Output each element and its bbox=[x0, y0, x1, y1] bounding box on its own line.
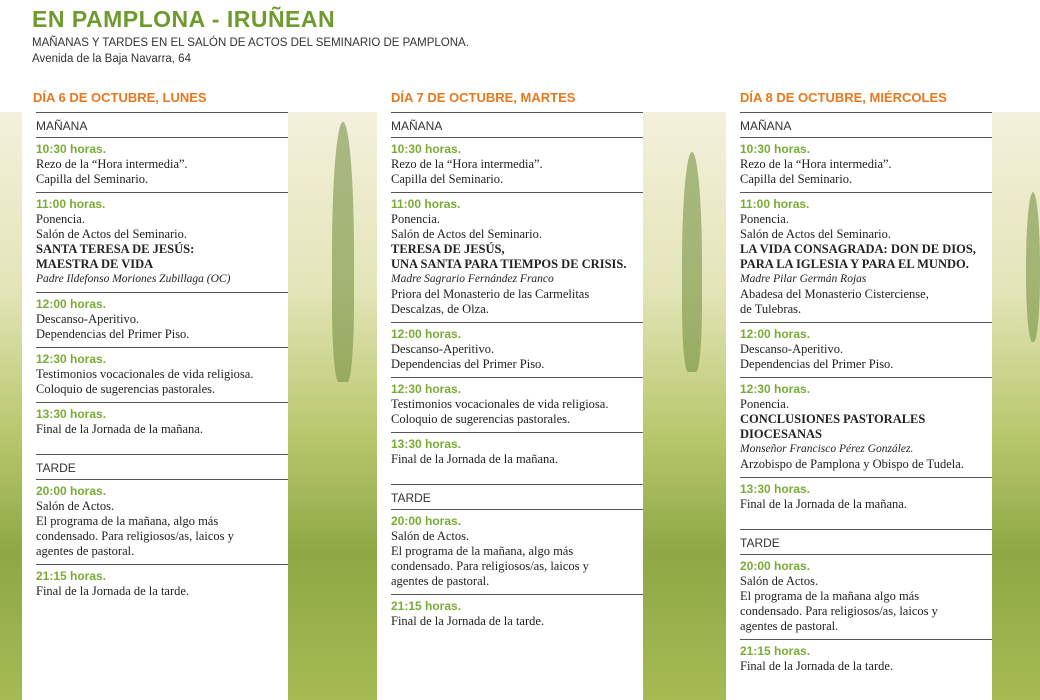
entry-line: Padre Ildefonso Moriones Zubillaga (OC) bbox=[36, 273, 231, 285]
entry-line: TERESA DE JESÚS, bbox=[391, 242, 505, 256]
entry-line: Rezo de la “Hora intermedia”. bbox=[391, 157, 543, 171]
session-label: MAÑANA bbox=[391, 112, 643, 137]
entry-line: Final de la Jornada de la tarde. bbox=[740, 659, 894, 673]
schedule-entry bbox=[740, 639, 992, 679]
entry-line: agentes de pastoral. bbox=[740, 619, 839, 633]
session-label: MAÑANA bbox=[740, 112, 992, 137]
entry-line: Coloquio de sugerencias pastorales. bbox=[36, 382, 216, 396]
entry-time: 13:30 horas. bbox=[391, 437, 462, 451]
entry-time: 12:00 horas. bbox=[36, 297, 107, 311]
day-column bbox=[22, 112, 288, 700]
entry-line: Ponencia. bbox=[391, 212, 440, 226]
schedule-entry bbox=[36, 292, 288, 347]
entry-time: 20:00 horas. bbox=[36, 484, 107, 498]
schedule-entry bbox=[740, 137, 992, 192]
entry-time: 21:15 horas. bbox=[391, 599, 462, 613]
entry-line: Madre Pilar Germán Rojas bbox=[740, 273, 867, 285]
spacer bbox=[36, 442, 288, 454]
entry-time: 13:30 horas. bbox=[740, 482, 811, 496]
entry-line: Priora del Monasterio de las Carmelitas bbox=[391, 287, 590, 301]
cypress-tree-image bbox=[682, 152, 702, 372]
bush-image bbox=[1026, 192, 1040, 342]
cypress-tree-image bbox=[332, 122, 354, 382]
schedule-entry bbox=[391, 192, 643, 322]
schedule-entry bbox=[36, 192, 288, 292]
venue-subtitle: MAÑANAS Y TARDES EN EL SALÓN DE ACTOS DEL SEMINARIO DE PAMPLONA. bbox=[32, 37, 469, 49]
entry-line: LA VIDA CONSAGRADA: DON DE DIOS, bbox=[740, 242, 976, 256]
entry-line: Dependencias del Primer Piso. bbox=[740, 357, 894, 371]
entry-time: 12:00 horas. bbox=[391, 327, 462, 341]
entry-line: Descanso-Aperitivo. bbox=[391, 342, 495, 356]
entry-line: condensado. Para religiosos/as, laicos y bbox=[391, 559, 589, 573]
entry-line: Capilla del Seminario. bbox=[391, 172, 504, 186]
schedule-entry bbox=[740, 477, 992, 517]
entry-line: Final de la Jornada de la mañana. bbox=[36, 422, 203, 436]
entry-line: MAESTRA DE VIDA bbox=[36, 257, 154, 271]
entry-time: 20:00 horas. bbox=[740, 559, 811, 573]
entry-time: 11:00 horas. bbox=[740, 197, 810, 211]
entry-line: Ponencia. bbox=[740, 397, 789, 411]
entry-line: PARA LA IGLESIA Y PARA EL MUNDO. bbox=[740, 257, 969, 271]
session-label: TARDE bbox=[740, 529, 992, 554]
entry-line: Final de la Jornada de la mañana. bbox=[740, 497, 907, 511]
entry-line: agentes de pastoral. bbox=[391, 574, 490, 588]
day-heading: DÍA 8 DE OCTUBRE, MIÉRCOLES bbox=[740, 90, 947, 105]
schedule-entry bbox=[740, 192, 992, 322]
entry-time: 11:00 horas. bbox=[391, 197, 461, 211]
entry-line: de Tulebras. bbox=[740, 302, 802, 316]
entry-line: Arzobispo de Pamplona y Obispo de Tudela. bbox=[740, 457, 964, 471]
schedule-entry bbox=[740, 377, 992, 477]
entry-line: Salón de Actos. bbox=[740, 574, 819, 588]
entry-line: condensado. Para religiosos/as, laicos y bbox=[36, 529, 234, 543]
schedule-entry bbox=[391, 594, 643, 634]
entry-line: Ponencia. bbox=[36, 212, 85, 226]
entry-line: Descanso-Aperitivo. bbox=[36, 312, 140, 326]
schedule-entry bbox=[740, 322, 992, 377]
session-label: TARDE bbox=[391, 484, 643, 509]
page-title: EN PAMPLONA - IRUÑEAN bbox=[32, 6, 336, 32]
schedule-entry bbox=[36, 347, 288, 402]
entry-line: Ponencia. bbox=[740, 212, 789, 226]
entry-line: Final de la Jornada de la mañana. bbox=[391, 452, 558, 466]
schedule-entry bbox=[36, 137, 288, 192]
schedule-entry bbox=[391, 322, 643, 377]
day-column bbox=[726, 112, 992, 700]
entry-time: 20:00 horas. bbox=[391, 514, 462, 528]
entry-line: Rezo de la “Hora intermedia”. bbox=[740, 157, 892, 171]
schedule-entry bbox=[391, 377, 643, 432]
entry-line: Descanso-Aperitivo. bbox=[740, 342, 844, 356]
entry-line: Final de la Jornada de la tarde. bbox=[36, 584, 190, 598]
entry-time: 10:30 horas. bbox=[36, 142, 107, 156]
entry-line: Testimonios vocacionales de vida religiosa. bbox=[36, 367, 254, 381]
entry-line: Coloquio de sugerencias pastorales. bbox=[391, 412, 571, 426]
schedule-entry bbox=[391, 509, 643, 594]
entry-line: Dependencias del Primer Piso. bbox=[36, 327, 190, 341]
entry-time: 12:00 horas. bbox=[740, 327, 811, 341]
session-label: TARDE bbox=[36, 454, 288, 479]
spacer bbox=[740, 517, 992, 529]
schedule-entry bbox=[36, 402, 288, 442]
entry-line: El programa de la mañana, algo más bbox=[36, 514, 219, 528]
schedule-entry bbox=[740, 554, 992, 639]
entry-line: Salón de Actos. bbox=[36, 499, 115, 513]
venue-address: Avenida de la Baja Navarra, 64 bbox=[32, 53, 191, 65]
entry-line: Dependencias del Primer Piso. bbox=[391, 357, 545, 371]
entry-line: Capilla del Seminario. bbox=[740, 172, 853, 186]
entry-line: Abadesa del Monasterio Cisterciense, bbox=[740, 287, 929, 301]
entry-line: Salón de Actos. bbox=[391, 529, 470, 543]
entry-time: 13:30 horas. bbox=[36, 407, 107, 421]
entry-time: 10:30 horas. bbox=[391, 142, 462, 156]
entry-line: Testimonios vocacionales de vida religiosa. bbox=[391, 397, 609, 411]
day-column bbox=[377, 112, 643, 700]
entry-line: condensado. Para religiosos/as, laicos y bbox=[740, 604, 938, 618]
page-header bbox=[32, 6, 469, 65]
entry-line: El programa de la mañana, algo más bbox=[391, 544, 574, 558]
entry-line: Rezo de la “Hora intermedia”. bbox=[36, 157, 188, 171]
schedule-entry bbox=[391, 432, 643, 472]
entry-line: SANTA TERESA DE JESÚS: bbox=[36, 242, 195, 256]
entry-line: Capilla del Seminario. bbox=[36, 172, 149, 186]
entry-time: 12:30 horas. bbox=[740, 382, 811, 396]
entry-time: 21:15 horas. bbox=[740, 644, 811, 658]
spacer bbox=[391, 472, 643, 484]
entry-line: Final de la Jornada de la tarde. bbox=[391, 614, 545, 628]
entry-line: Monseñor Francisco Pérez González. bbox=[740, 443, 914, 455]
entry-line: UNA SANTA PARA TIEMPOS DE CRISIS. bbox=[391, 257, 627, 271]
entry-line: El programa de la mañana algo más bbox=[740, 589, 920, 603]
entry-line: Salón de Actos del Seminario. bbox=[391, 227, 543, 241]
schedule-entry bbox=[36, 564, 288, 604]
entry-line: Descalzas, de Olza. bbox=[391, 302, 489, 316]
entry-time: 12:30 horas. bbox=[36, 352, 107, 366]
schedule-entry bbox=[391, 137, 643, 192]
entry-line: Salón de Actos del Seminario. bbox=[36, 227, 188, 241]
day-heading: DÍA 7 DE OCTUBRE, MARTES bbox=[391, 90, 576, 105]
entry-line: CONCLUSIONES PASTORALES DIOCESANAS bbox=[740, 412, 926, 441]
schedule-entry bbox=[36, 479, 288, 564]
entry-line: Madre Sagrario Fernández Franco bbox=[391, 273, 554, 285]
entry-line: Salón de Actos del Seminario. bbox=[740, 227, 892, 241]
entry-line: agentes de pastoral. bbox=[36, 544, 135, 558]
entry-time: 11:00 horas. bbox=[36, 197, 106, 211]
entry-time: 10:30 horas. bbox=[740, 142, 811, 156]
entry-time: 12:30 horas. bbox=[391, 382, 462, 396]
session-label: MAÑANA bbox=[36, 112, 288, 137]
day-heading: DÍA 6 DE OCTUBRE, LUNES bbox=[33, 90, 207, 105]
entry-time: 21:15 horas. bbox=[36, 569, 107, 583]
